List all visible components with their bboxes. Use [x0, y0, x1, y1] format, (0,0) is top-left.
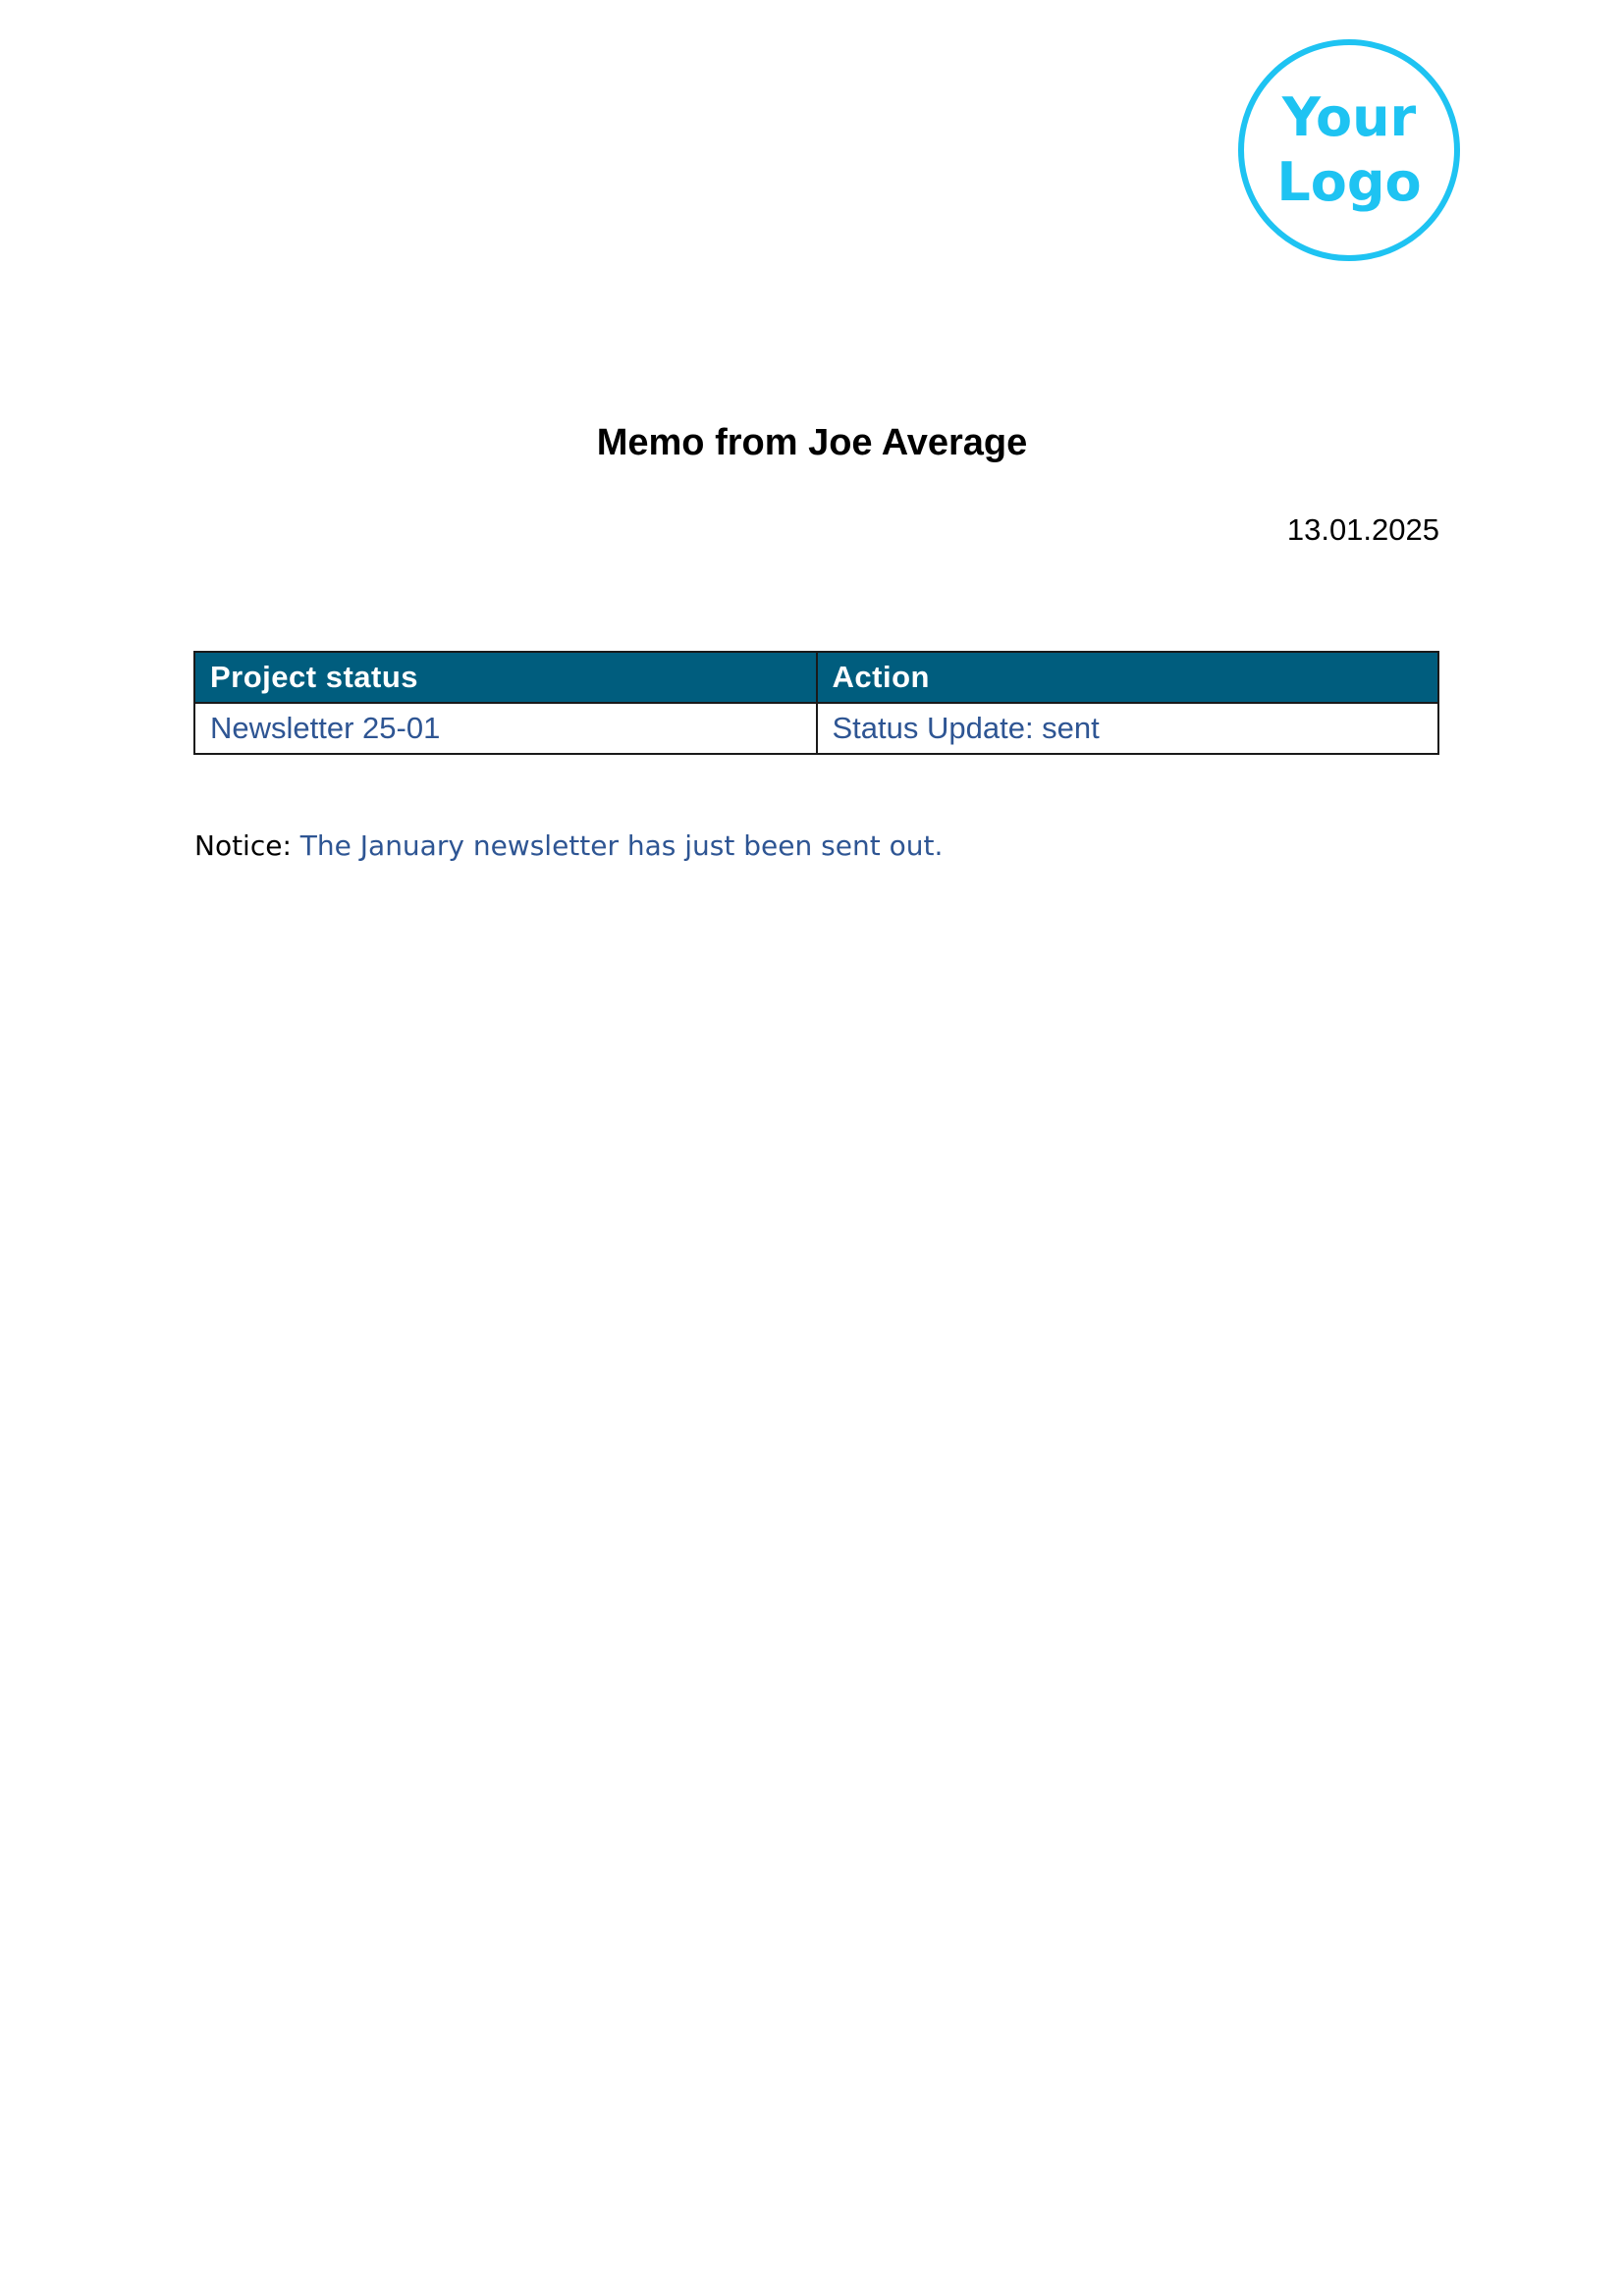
notice-text: The January newsletter has just been sent out.: [299, 829, 944, 862]
column-header-project-status: Project status: [194, 652, 817, 703]
logo-line-1: Your: [1281, 86, 1417, 148]
cell-action: Status Update: sent: [817, 703, 1439, 754]
column-header-action: Action: [817, 652, 1439, 703]
table-header-row: [194, 652, 1438, 703]
table-row: [194, 703, 1438, 754]
logo-line-2: Logo: [1276, 151, 1422, 213]
notice: [194, 828, 943, 864]
logo: [1238, 39, 1460, 261]
memo-date: 13.01.2025: [1286, 512, 1439, 547]
cell-project-status: Newsletter 25-01: [194, 703, 817, 754]
status-table: [193, 651, 1439, 755]
memo-title: Memo from Joe Average: [596, 422, 1028, 463]
notice-label: Notice:: [194, 829, 292, 862]
